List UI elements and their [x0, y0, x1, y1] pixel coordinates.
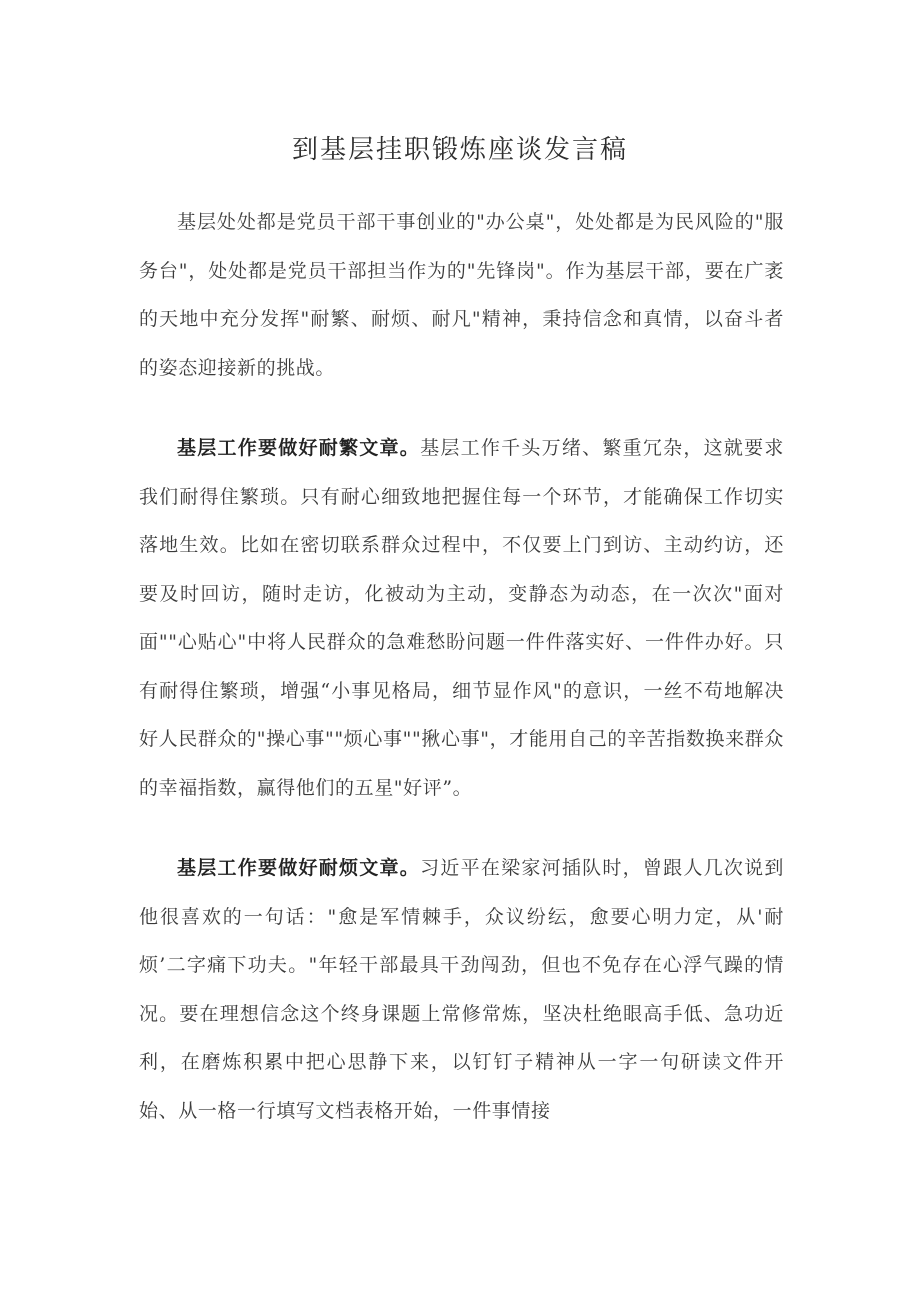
- paragraph-text: 基层处处都是党员干部干事创业的"办公桌"，处处都是为民风险的"服务台"，处处都是党员干部担当作为的"先锋岗"。作为基层干部，要在广袤的天地中充分发挥"耐繁、耐烦、耐凡"精神，秉持信念和真情，以奋斗者的姿态迎接新的挑战。: [139, 211, 784, 379]
- paragraph-nai-fan-complex: [139, 424, 784, 812]
- paragraph-text: 习近平在梁家河插队时，曾跟人几次说到他很喜欢的一句话："愈是军情棘手，众议纷纭，愈要心明力定，从'耐烦’二字痛下功夫。"年轻干部最具干劲闯劲，但也不免存在心浮气躁的情况。要在理想信念这个终身课题上常修常炼，坚决杜绝眼高手低、急功近利，在磨炼积累中把心思静下来，以钉钉子精神从一字一句研读文件开始、从一格一行填写文档表格开始，一件事情接: [139, 857, 784, 1122]
- paragraph-lead: 基层工作要做好耐繁文章。: [177, 437, 421, 459]
- paragraph-lead: 基层工作要做好耐烦文章。: [177, 857, 421, 879]
- paragraph-text: 基层工作千头万绪、繁重冗杂，这就要求我们耐得住繁琐。只有耐心细致地把握住每一个环节，才能确保工作切实落地生效。比如在密切联系群众过程中，不仅要上门到访、主动约访，还要及时回访，随时走访，化被动为主动，变静态为动态，在一次次"面对面""心贴心"中将人民群众的急难愁盼问题一件件落实好、一件件办好。只有耐得住繁琐，增强“小事见格局，细节显作风"的意识，一丝不苟地解决好人民群众的"操心事""烦心事""揪心事"，才能用自己的辛苦指数换来群众的幸福指数，赢得他们的五星"好评”。: [139, 437, 784, 799]
- paragraph-intro: [139, 198, 784, 392]
- document-title: 到基层挂职锻炼座谈发言稿: [291, 135, 628, 165]
- document-body: [139, 198, 784, 1135]
- paragraph-nai-fan-patience: [139, 844, 784, 1135]
